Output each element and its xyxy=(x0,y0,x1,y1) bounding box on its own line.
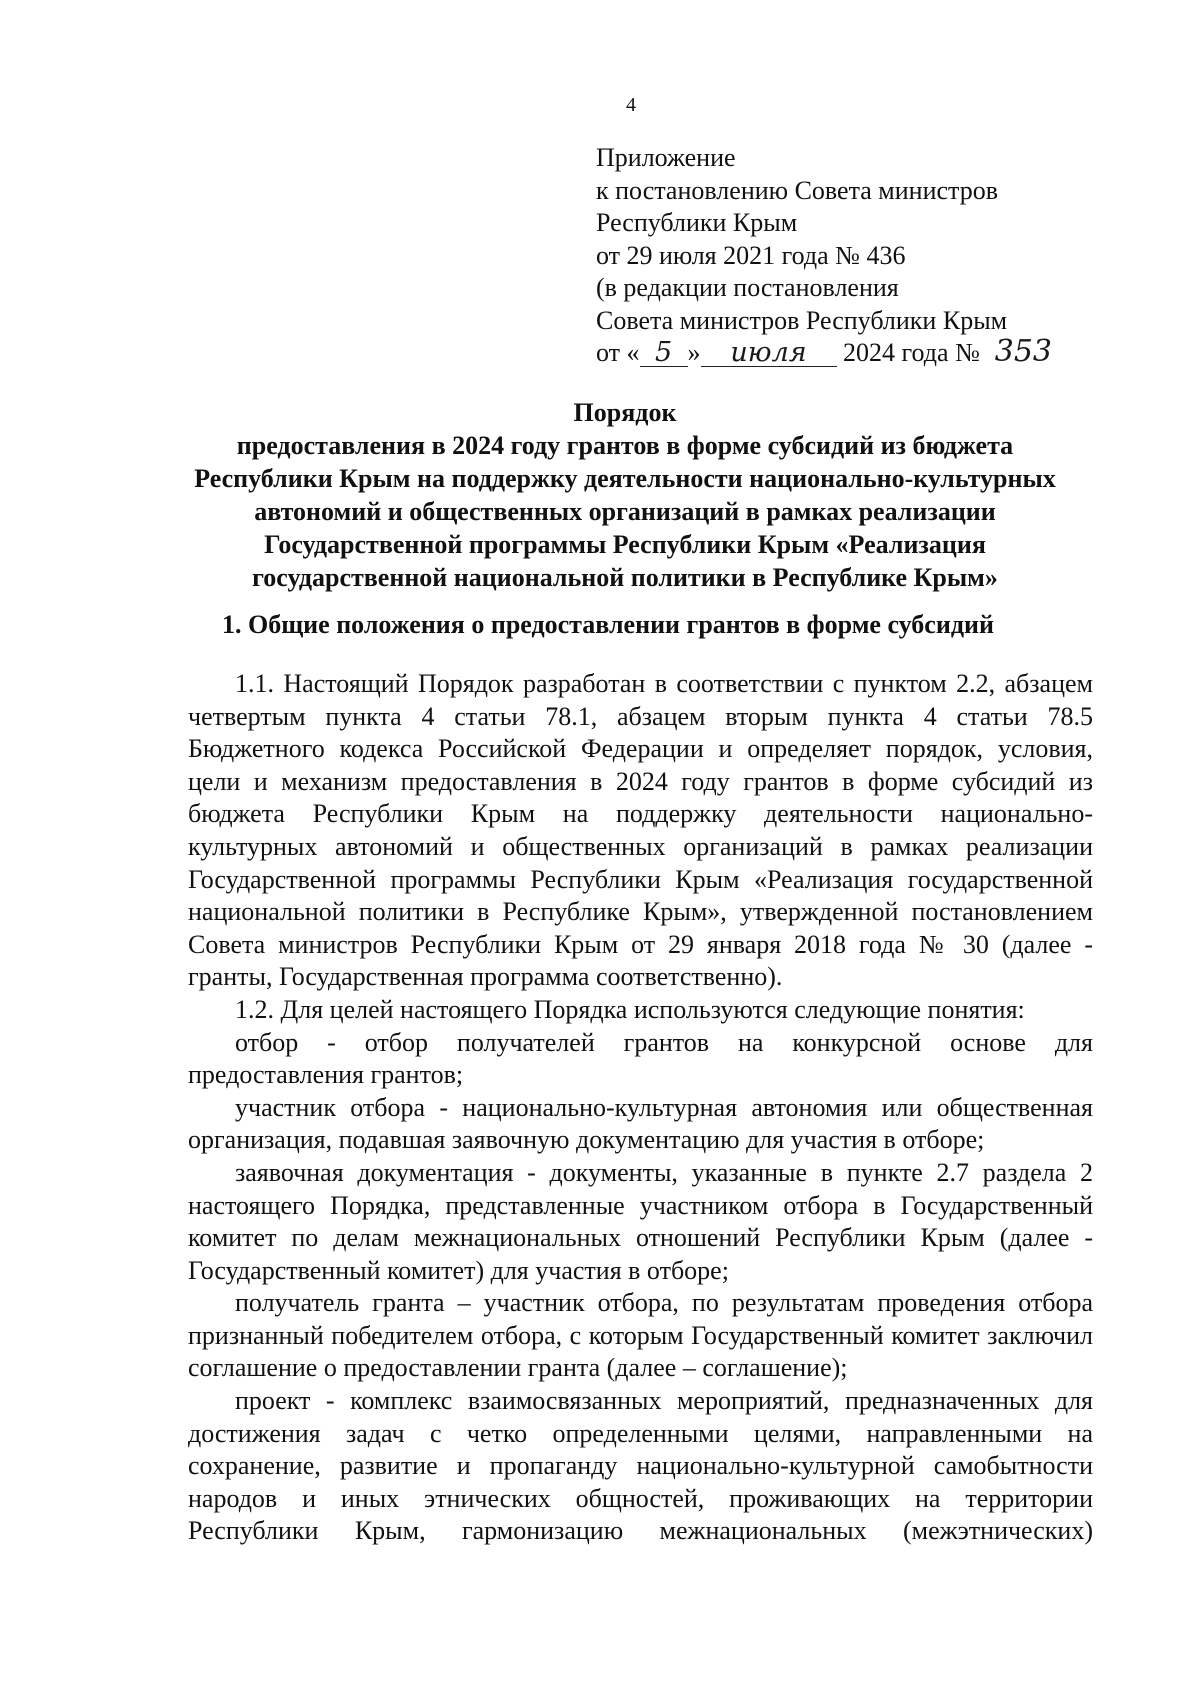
title-line-2: предоставления в 2024 году грантов в форме субсидий из бюджета xyxy=(236,431,1014,460)
appendix-line-1: Приложение xyxy=(596,143,736,172)
title-line-3: Республики Крым на поддержку деятельности национально-культурных xyxy=(194,464,1056,493)
title-line-5: Государственной программы Республики Крым «Реализация xyxy=(264,530,986,559)
section-heading: 1. Общие положения о предоставлении грантов в форме субсидий xyxy=(222,610,994,639)
document-title xyxy=(150,396,1100,594)
definition-poluchatel: получатель гранта – участник отбора, по результатам проведения отбора признанный победителем отбора, с которым Государственный комитет заключил соглашение о предоставлении гранта (далее – соглашение); xyxy=(188,1288,1093,1383)
title-line-4: автономий и общественных организаций в рамках реализации xyxy=(254,497,996,526)
title-line-6: государственной национальной политики в Республике Крым» xyxy=(252,563,998,592)
appendix-line-3: Республики Крым xyxy=(596,208,798,237)
definition-proekt: проект - комплекс взаимосвязанных мероприятий, предназначенных для достижения задач с четко определенными целями, направленными на сохранение, развитие и пропаганду национально-культурной самобытности народов и иных этнических общностей, проживающих на территории Республики Крым, гармонизацию межнациональных (межэтнических) xyxy=(188,1386,1093,1546)
body-text xyxy=(188,668,1093,1548)
appendix-line-2: к постановлению Совета министров xyxy=(596,175,998,205)
paragraph-1-2: 1.2. Для целей настоящего Порядка используются следующие понятия: xyxy=(235,994,1025,1024)
date-suffix: 2024 года № xyxy=(843,338,980,367)
definition-zayavochnaya: заявочная документация - документы, указанные в пункте 2.7 раздела 2 настоящего Порядка, представленные участником отбора в Государственный комитет по делам межнациональных отношений Республики Крым (далее - Государственный комитет) для участия в отборе; xyxy=(188,1157,1093,1285)
title-line-1: Порядок xyxy=(573,398,677,427)
handwritten-day: 5 xyxy=(640,340,688,367)
appendix-line-7 xyxy=(596,334,1116,370)
appendix-block xyxy=(596,142,1116,370)
appendix-line-5: (в редакции постановления xyxy=(596,273,899,302)
appendix-line-6: Совета министров Республики Крым xyxy=(596,305,1008,335)
date-mid: » xyxy=(687,338,701,367)
definition-uchastnik: участник отбора - национально-культурная автономия или общественная организация, подавшая заявочную документацию для участия в отборе; xyxy=(188,1092,1093,1155)
handwritten-number: 353 xyxy=(994,334,1052,369)
page-number: 4 xyxy=(626,94,636,116)
paragraph-1-1: 1.1. Настоящий Порядок разработан в соответствии с пунктом 2.2, абзацем четвертым пункта 4 статьи 78.1, абзацем вторым пункта 4 статьи 78.5 Бюджетного кодекса Российской Федерации и определяет порядок, условия, цели и механизм предоставления в 2024 году грантов в форме субсидий из бюджета Республики Крым на поддержку деятельности национально-культурных автономий и общественных организаций в рамках реализации Государственной программы Республики Крым «Реализация государственной национальной политики в Республике Крым», утвержденной постановлением Совета министров Республики Крым от 29 января 2018 года № 30 (далее - гранты, Государственная программа соответственно). xyxy=(188,669,1093,992)
definition-otbor: отбор - отбор получателей грантов на конкурсной основе для предоставления грантов; xyxy=(188,1027,1093,1090)
appendix-line-4: от 29 июля 2021 года № 436 xyxy=(596,240,906,270)
date-prefix: от « xyxy=(596,338,640,367)
handwritten-month: июля xyxy=(701,340,837,367)
